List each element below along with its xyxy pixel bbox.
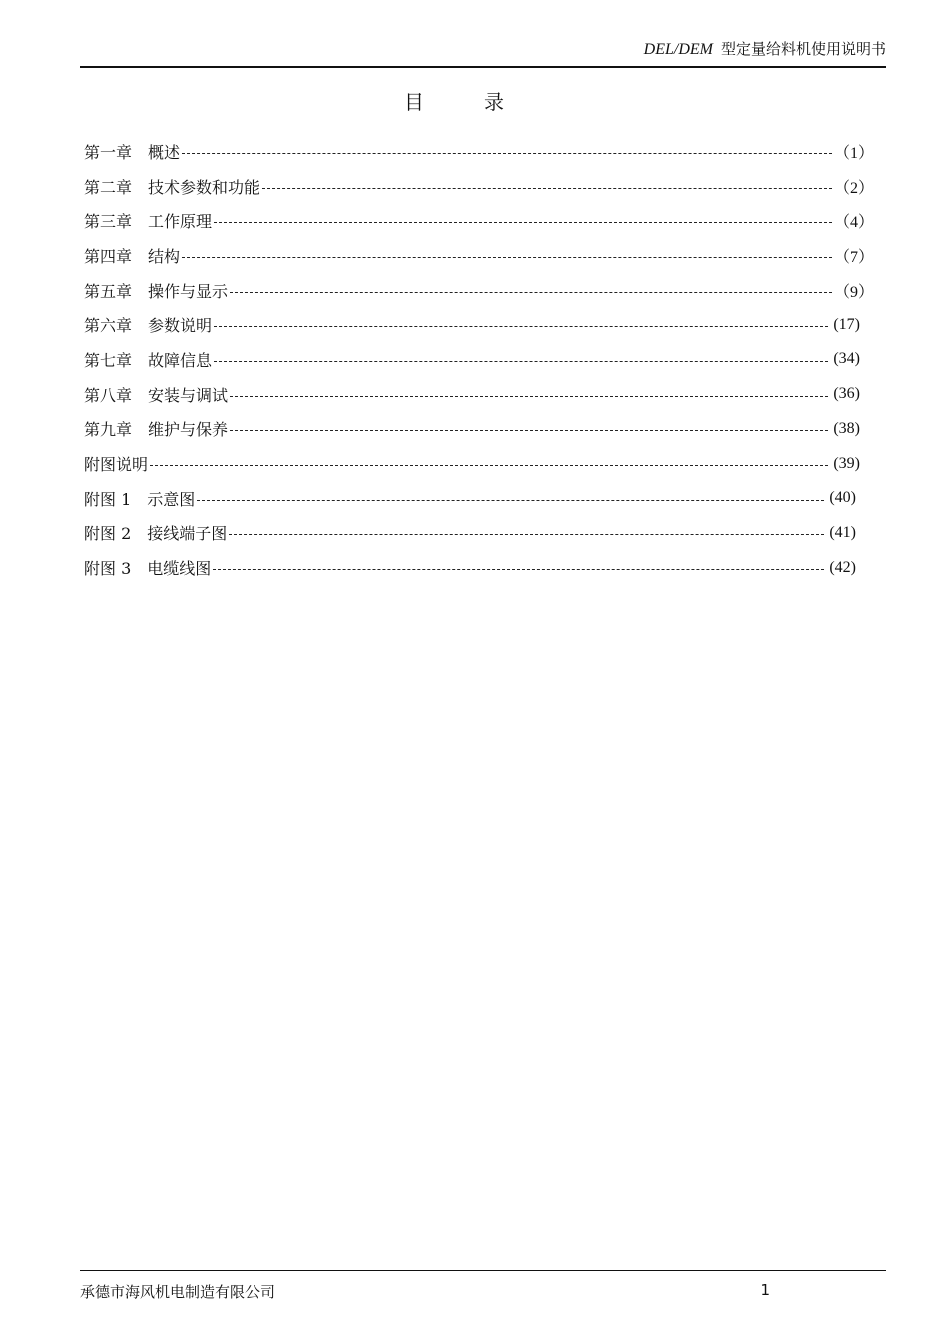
page-header (80, 36, 886, 68)
toc-entry-name: 故障信息 (148, 350, 213, 370)
toc-page-number: （1） (833, 144, 874, 162)
toc-chapter: 第五章 (84, 281, 133, 301)
dot-leader (182, 153, 832, 154)
dot-leader (182, 257, 832, 258)
toc-entry[interactable] (84, 412, 874, 447)
toc-page-number: (40) (829, 489, 856, 507)
toc-chapter: 第六章 (84, 316, 133, 336)
toc-entry[interactable] (84, 203, 874, 238)
table-of-contents (84, 134, 874, 585)
toc-chapter: 附图说明 (84, 455, 149, 475)
toc-page-number: (38) (833, 419, 860, 437)
toc-page-number: (34) (833, 350, 860, 368)
toc-entry-name: 工作原理 (148, 212, 213, 232)
toc-entry[interactable] (84, 169, 874, 204)
toc-chapter: 附图 2 (84, 524, 132, 544)
toc-entry-name: 操作与显示 (148, 281, 229, 301)
toc-entry-name: 结构 (148, 246, 181, 266)
toc-entry[interactable] (84, 342, 874, 377)
dot-leader (213, 569, 824, 570)
toc-entry[interactable] (84, 516, 874, 551)
toc-entry-name: 参数说明 (148, 316, 213, 336)
toc-entry[interactable] (84, 273, 874, 308)
toc-entry[interactable] (84, 238, 874, 273)
toc-heading: 目录 (404, 90, 564, 114)
toc-entry-name: 技术参数和功能 (148, 177, 261, 197)
dot-leader (230, 396, 828, 397)
toc-entry-name: 安装与调试 (148, 385, 229, 405)
toc-chapter: 附图 1 (84, 489, 132, 509)
toc-page-number: (36) (833, 385, 860, 403)
header-model: DEL/DEM (643, 41, 713, 58)
toc-entry-name: 维护与保养 (148, 420, 229, 440)
footer-company: 承德市海风机电制造有限公司 (80, 1283, 276, 1301)
toc-chapter: 第三章 (84, 212, 133, 232)
toc-chapter: 第二章 (84, 177, 133, 197)
toc-entry[interactable] (84, 134, 874, 169)
toc-entry[interactable] (84, 446, 874, 481)
dot-leader (214, 361, 828, 362)
toc-page-number: （7） (833, 248, 874, 266)
toc-page-number: (42) (829, 558, 856, 576)
dot-leader (229, 534, 824, 535)
footer-page-number: 1 (760, 1281, 770, 1299)
dot-leader (150, 465, 828, 466)
toc-chapter: 第七章 (84, 350, 133, 370)
dot-leader (230, 292, 832, 293)
toc-entry-name: 电缆线图 (147, 559, 212, 579)
toc-entry[interactable] (84, 307, 874, 342)
header-document-title: 型定量给料机使用说明书 (720, 40, 886, 58)
toc-page-number: （4） (833, 214, 874, 232)
dot-leader (197, 500, 824, 501)
toc-page-number: （9） (833, 283, 874, 301)
toc-chapter: 第四章 (84, 246, 133, 266)
dot-leader (230, 430, 828, 431)
dot-leader (214, 326, 828, 327)
toc-entry[interactable] (84, 481, 874, 516)
toc-chapter: 附图 3 (84, 559, 132, 579)
toc-chapter: 第八章 (84, 385, 133, 405)
toc-entry[interactable] (84, 377, 874, 412)
toc-chapter: 第九章 (84, 420, 133, 440)
toc-entry-name: 示意图 (147, 489, 196, 509)
page-footer (80, 1270, 886, 1302)
toc-chapter: 第一章 (84, 142, 133, 162)
toc-entry[interactable] (84, 550, 874, 585)
toc-page-number: （2） (833, 179, 874, 197)
toc-entry-name: 接线端子图 (147, 524, 228, 544)
dot-leader (262, 188, 832, 189)
toc-page-number: (39) (833, 454, 860, 472)
dot-leader (214, 222, 832, 223)
toc-page-number: (17) (833, 315, 860, 333)
toc-entry-name: 概述 (148, 142, 181, 162)
toc-page-number: (41) (829, 523, 856, 541)
